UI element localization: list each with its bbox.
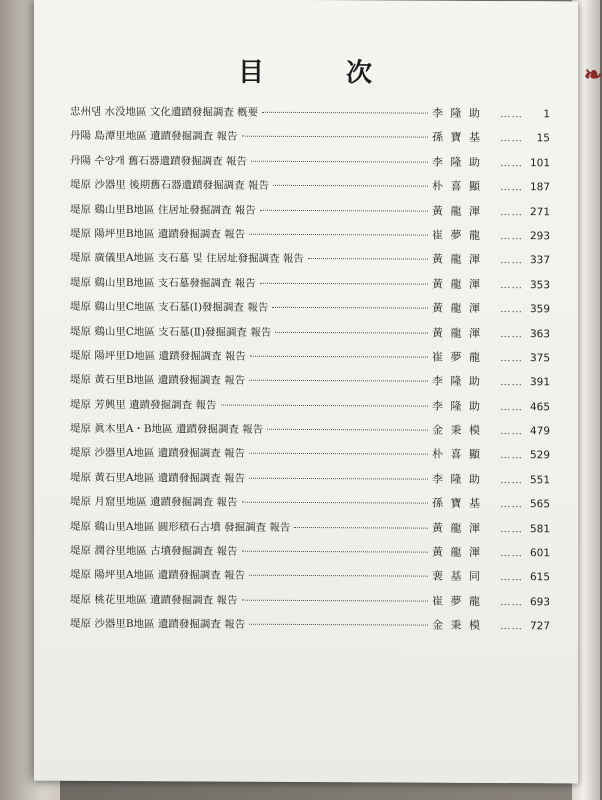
- toc-entry: [70, 566, 550, 593]
- entry-title: 堤原 陽坪里B地區 遺蹟發掘調査 報告: [70, 227, 246, 241]
- entry-page: 337: [529, 254, 550, 267]
- entry-author: 孫 寶 基: [432, 131, 482, 145]
- entry-title: 堤原 鷄山里C地區 支石墓(Ⅱ)發掘調査 報告: [70, 325, 272, 339]
- entry-dots: ……: [500, 229, 523, 243]
- dot-leader: [260, 282, 428, 284]
- entry-dots: ……: [500, 620, 523, 633]
- toc-entry: [70, 225, 550, 252]
- entry-page: 391: [529, 376, 550, 389]
- page-title: [34, 51, 578, 91]
- entry-author: 黃 龍 渾: [432, 301, 482, 316]
- dot-leader: [249, 575, 428, 577]
- entry-dots: ……: [500, 278, 523, 291]
- toc-entry: [70, 371, 550, 398]
- entry-author: 金 秉 模: [432, 618, 482, 633]
- toc-entry: [70, 517, 550, 544]
- entry-dots: ……: [500, 571, 523, 584]
- toc-entry: [70, 273, 550, 300]
- title-char-2: 次: [346, 58, 375, 89]
- entry-dots: ……: [500, 473, 523, 486]
- entry-author: 李 隆 助: [432, 155, 482, 169]
- entry-title: 堤原 鷄山里C地區 支石墓(Ⅰ)發掘調査 報告: [70, 300, 269, 314]
- dot-leader: [249, 478, 428, 480]
- entry-title: 堤原 桃花里地區 遺蹟發掘調査 報告: [70, 593, 238, 607]
- dot-leader: [260, 209, 428, 211]
- toc-entry: [70, 103, 550, 130]
- entry-title: 忠州댐 水没地區 文化遺蹟發掘調査 槪要: [70, 105, 259, 119]
- entry-title: 堤原 潤谷里地區 古墳發掘調査 報告: [70, 544, 238, 558]
- entry-author: 黃 龍 渾: [432, 277, 482, 291]
- entry-dots: ……: [500, 254, 523, 267]
- entry-dots: ……: [500, 522, 523, 535]
- entry-page: 359: [529, 303, 550, 316]
- entry-page: 15: [536, 132, 550, 145]
- entry-page: 581: [529, 522, 550, 535]
- dot-leader: [242, 551, 428, 553]
- toc-entry: [70, 469, 550, 496]
- dot-leader: [273, 185, 428, 187]
- entry-page: 727: [529, 620, 550, 633]
- entry-title: 堤原 鷄山里B地區 支石墓發掘調査 報告: [70, 276, 256, 290]
- entry-author: 金 秉 模: [432, 423, 482, 437]
- toc-entry: [70, 127, 550, 154]
- entry-author: 裵 基 同: [432, 570, 482, 584]
- toc-entry: [70, 347, 550, 374]
- table-of-contents: [70, 103, 550, 642]
- entry-title: 堤原 芳興里 遺蹟發掘調査 報告: [70, 398, 217, 412]
- entry-author: 孫 寶 基: [432, 496, 482, 511]
- entry-dots: ……: [500, 108, 523, 121]
- entry-author: 黃 龍 渾: [432, 204, 482, 218]
- book-page: [34, 0, 578, 783]
- entry-title: 堤原 眞木里A・B地區 遺蹟發掘調査 報告: [70, 422, 264, 436]
- entry-dots: ……: [500, 303, 523, 316]
- toc-entry: [70, 444, 550, 471]
- entry-title: 丹陽 島潭里地區 遺蹟發掘調査 報告: [70, 130, 238, 144]
- entry-author: 朴 喜 顯: [432, 179, 482, 194]
- entry-dots: ……: [500, 205, 523, 218]
- entry-page: 1: [543, 108, 550, 121]
- toc-entry: [70, 322, 550, 349]
- entry-dots: ……: [500, 449, 523, 462]
- entry-title: 堤原 黃石里B地區 遺蹟發掘調査 報告: [70, 374, 246, 387]
- toc-entry: [70, 200, 550, 227]
- entry-page: 271: [529, 205, 550, 218]
- entry-title: 丹陽 수양개 舊石器遺蹟發掘調査 報告: [70, 154, 247, 168]
- entry-page: 479: [529, 425, 550, 438]
- toc-entry: [70, 176, 550, 203]
- entry-author: 黃 龍 渾: [432, 521, 482, 535]
- entry-author: 李 隆 助: [432, 472, 482, 486]
- dot-leader: [308, 258, 428, 260]
- toc-entry: [70, 542, 550, 569]
- entry-dots: ……: [500, 351, 523, 365]
- red-mark-decoration: ❧: [584, 62, 602, 88]
- entry-title: 堤原 鷄山里A地區 圓形積石古墳 發掘調査 報告: [70, 520, 291, 534]
- dot-leader: [251, 160, 428, 162]
- entry-page: 529: [529, 449, 550, 462]
- entry-title: 堤原 鷄山里B地區 住居址發掘調査 報告: [70, 203, 256, 217]
- entry-author: 黃 龍 渾: [432, 326, 482, 340]
- entry-title: 堤原 陽坪里D地區 遺蹟發掘調査 報告: [70, 349, 246, 363]
- dot-leader: [221, 404, 428, 406]
- entry-title: 堤原 沙器里 後期舊石器遺蹟發掘調査 報告: [70, 178, 270, 192]
- entry-title: 堤原 廣儀里A地區 支石墓 및 住居址發掘調査 報告: [70, 252, 304, 266]
- entry-page: 551: [529, 474, 550, 487]
- entry-page: 187: [529, 181, 550, 194]
- entry-dots: ……: [500, 400, 523, 413]
- dot-leader: [272, 307, 428, 309]
- entry-author: 崔 夢 龍: [432, 350, 482, 364]
- entry-author: 朴 喜 顯: [432, 448, 482, 462]
- dot-leader: [250, 356, 428, 358]
- dot-leader: [249, 380, 428, 382]
- entry-author: 崔 夢 龍: [432, 594, 482, 608]
- entry-dots: ……: [500, 595, 523, 608]
- entry-page: 293: [529, 230, 550, 243]
- entry-page: 693: [529, 595, 550, 609]
- toc-entry: [70, 493, 550, 520]
- toc-entry: [70, 591, 550, 618]
- title-char-1: 目: [237, 57, 266, 88]
- entry-author: 李 隆 助: [432, 106, 482, 120]
- entry-dots: ……: [500, 547, 523, 560]
- dot-leader: [242, 502, 428, 504]
- entry-page: 363: [529, 327, 550, 340]
- dot-leader: [242, 599, 428, 601]
- entry-author: 崔 夢 龍: [432, 228, 482, 242]
- toc-entry: [70, 420, 550, 447]
- entry-title: 堤原 月窟里地區 遺蹟發掘調査 報告: [70, 496, 238, 509]
- dot-leader: [249, 624, 428, 626]
- entry-page: 375: [529, 352, 550, 365]
- entry-dots: ……: [500, 327, 523, 340]
- dot-leader: [262, 112, 428, 114]
- toc-entry: [70, 298, 550, 325]
- entry-title: 堤原 陽坪里A地區 遺蹟發掘調査 報告: [70, 569, 246, 583]
- entry-dots: ……: [500, 425, 523, 438]
- toc-entry: [70, 152, 550, 179]
- entry-page: 565: [529, 498, 550, 511]
- entry-title: 堤原 黃石里A地區 遺蹟發掘調査 報告: [70, 471, 246, 485]
- entry-page: 353: [529, 278, 550, 292]
- dot-leader: [242, 136, 428, 138]
- toc-entry: [70, 395, 550, 422]
- entry-author: 李 隆 助: [432, 374, 482, 389]
- entry-title: 堤原 沙器里B地區 遺蹟發掘調査 報告: [70, 617, 246, 631]
- entry-dots: ……: [500, 498, 523, 511]
- entry-author: 黃 龍 渾: [432, 545, 482, 559]
- dot-leader: [249, 234, 428, 236]
- entry-page: 101: [529, 156, 550, 170]
- dot-leader: [249, 453, 428, 455]
- dot-leader: [294, 527, 428, 529]
- entry-author: 黃 龍 渾: [432, 253, 482, 267]
- entry-dots: ……: [500, 181, 523, 194]
- toc-entry: [70, 249, 550, 276]
- entry-page: 601: [529, 547, 550, 560]
- entry-page: 465: [529, 400, 550, 413]
- entry-dots: ……: [500, 156, 523, 169]
- entry-page: 615: [529, 571, 550, 584]
- dot-leader: [267, 429, 428, 431]
- entry-title: 堤原 沙器里A地區 遺蹟發掘調査 報告: [70, 447, 246, 461]
- entry-author: 李 隆 助: [432, 399, 482, 413]
- dot-leader: [275, 331, 428, 333]
- entry-dots: ……: [500, 132, 523, 145]
- entry-dots: ……: [500, 376, 523, 389]
- toc-entry: [70, 615, 550, 642]
